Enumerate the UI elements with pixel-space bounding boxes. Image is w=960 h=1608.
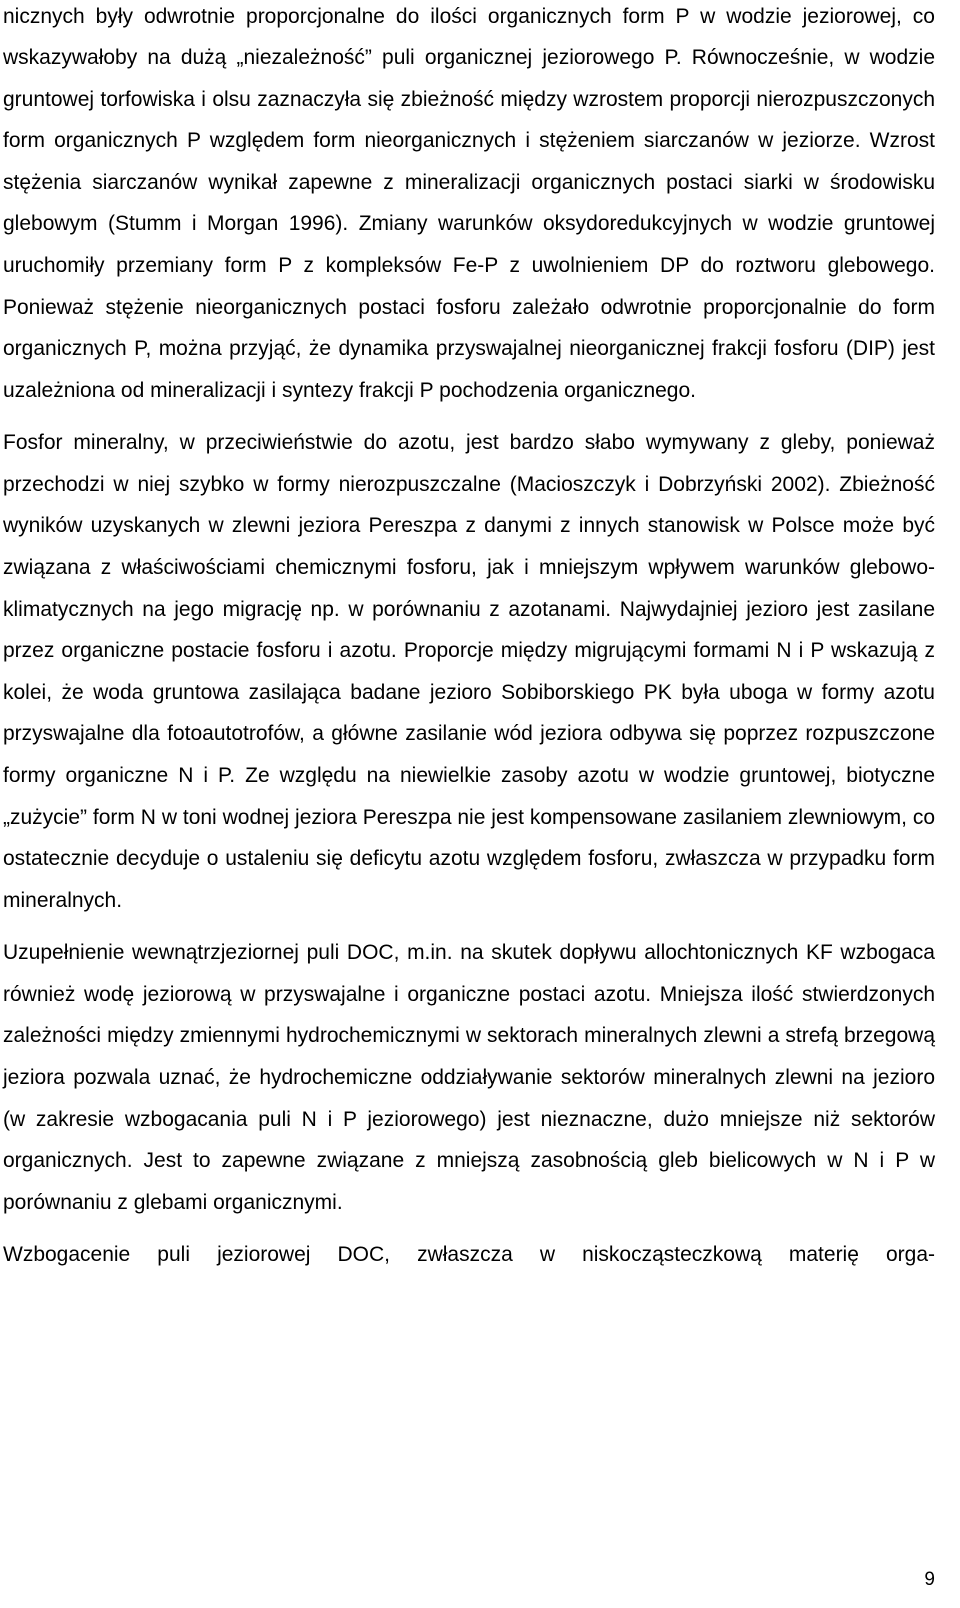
paragraph-doc-enrichment: Wzbogacenie puli jeziorowej DOC, zwłaszcza w niskocząsteczkową materię orga- bbox=[3, 1243, 935, 1267]
paragraph-organic-phosphorus: nicznych były odwrotnie proporcjonalne do ilości organicznych form P w wodzie jeziorowej, co wskazywałoby na dużą „niezależność” puli organicznej jeziorowego P. Równocześnie, w wodzie gruntowej torfowiska i olsu zaznaczyła się zbieżność między wzrostem proporcji nierozpuszczonych form organicznych P względem form nieorganicznych i stężeniem siarczanów w jeziorze. Wzrost stężenia siarczanów wynikał zapewne z mineralizacji organicznych postaci siarki w środowisku glebowym (Stumm i Morgan 1996). Zmiany warunków oksydoredukcyjnych w wodzie gruntowej uruchomiły przemiany form P z kompleksów Fe-P z uwolnieniem DP do roztworu glebowego. Ponieważ stężenie nieorganicznych postaci fosforu zależało odwrotnie proporcjonalnie do form organicznych P, można przyjąć, że dynamika przyswajalnej nieorganicznej frakcji fosforu (DIP) jest uzależniona od mineralizacji i syntezy frakcji P pochodzenia organicznego. bbox=[3, 4, 935, 402]
paragraph-mineral-phosphorus: Fosfor mineralny, w przeciwieństwie do azotu, jest bardzo słabo wymywany z gleby, ponieważ przechodzi w niej szybko w formy nierozpuszczalne (Macioszczyk i Dobrzyński 2002). Zbieżność wyników uzyskanych w zlewni jeziora Pereszpa z danymi z innych stanowisk w Polsce może być związana z właściwościami chemicznymi fosforu, jak i mniejszym wpływem warunków glebowo-klimatycznych na jego migrację np. w porównaniu z azotanami. Najwydajniej jezioro jest zasilane przez organiczne postacie fosforu i azotu. Proporcje między migrującymi formami N i P wskazują z kolei, że woda gruntowa zasilająca badane jezioro Sobiborskiego PK była uboga w formy azotu przyswajalne dla fotoautotrofów, a główne zasilanie wód jeziora odbywa się poprzez rozpuszczone formy organiczne N i P. Ze względu na niewielkie zasoby azotu w wodzie gruntowej, biotyczne „zużycie” form N w toni wodnej jeziora Pereszpa nie jest kompensowane zasilaniem zlewniowym, co ostatecznie decyduje o ustaleniu się deficytu azotu względem fosforu, zwłaszcza w przypadku form mineralnych. bbox=[3, 431, 935, 912]
page-number: 9 bbox=[924, 1569, 935, 1590]
document-page bbox=[3, 0, 935, 1276]
paragraph-doc-pool: Uzupełnienie wewnątrzjeziornej puli DOC, m.in. na skutek dopływu allochtonicznych KF wzbogaca również wodę jeziorową w przyswajalne i organiczne postaci azotu. Mniejsza ilość stwierdzonych zależności między zmiennymi hydrochemicznymi w sektorach mineralnych zlewni a strefą brzegową jeziora pozwala uznać, że hydrochemiczne oddziaływanie sektorów mineralnych zlewni na jezioro (w zakresie wzbogacania puli N i P jeziorowego) jest nieznaczne, dużo mniejsze niż sektorów organicznych. Jest to zapewne związane z mniejszą zasobnością gleb bielicowych w N i P w porównaniu z glebami organicznymi. bbox=[3, 941, 935, 1214]
